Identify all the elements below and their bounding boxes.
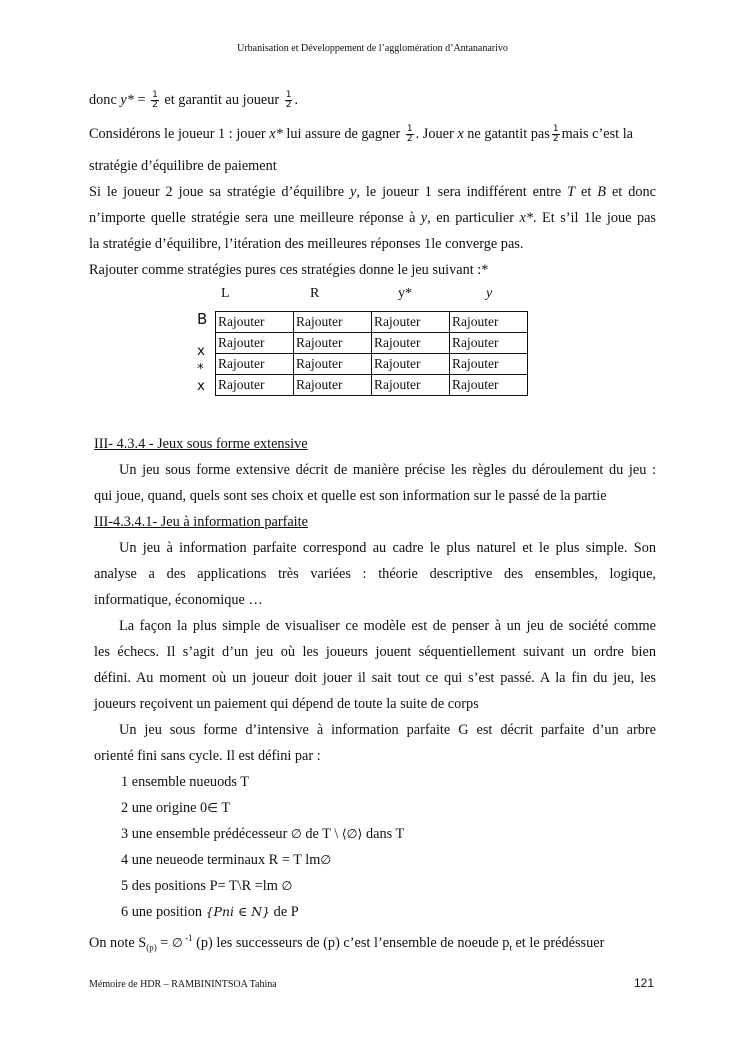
- paragraph-line: orienté fini sans cycle. Il est défini par :: [94, 748, 321, 764]
- text-line: Rajouter comme stratégies pures ces stratégies donne le jeu suivant :*: [89, 262, 489, 278]
- text-line: n’importe quelle stratégie sera une meilleure réponse à y, en particulier x*. Et s’il 1le joue pas: [89, 210, 656, 226]
- table-row: [216, 333, 528, 354]
- matrix-row-label: B: [197, 310, 208, 328]
- table-cell: Rajouter: [216, 333, 294, 354]
- list-item: 3 une ensemble prédécesseur ∅ de T \ ⟨∅⟩ dans T: [121, 826, 405, 842]
- paragraph-line: Un jeu sous forme d’intensive à information parfaite G est décrit parfaite d’un arbre: [119, 722, 656, 738]
- matrix-column-header: y*: [398, 286, 412, 301]
- text-line: Considérons le joueur 1 : jouer x* lui assure de gagner $\frac{1}{2}$ . Jouer x ne gatantit pas $\frac{1}{2}$ mais c’est la: [89, 124, 634, 145]
- matrix-column-header: y: [486, 286, 493, 301]
- text-line: Si le joueur 2 joue sa stratégie d’équilibre y, le joueur 1 sera indifférent entre T et B et donc: [89, 184, 656, 200]
- payoff-matrix: [215, 311, 528, 396]
- table-cell: Rajouter: [216, 375, 294, 396]
- footer-author: Mémoire de HDR – RAMBININTSOA Tahina: [89, 979, 277, 990]
- matrix-column-header: R: [310, 286, 320, 301]
- table-cell: Rajouter: [372, 312, 450, 333]
- matrix-column-header: L: [221, 286, 230, 301]
- paragraph-line: joueurs reçoivent un paiement qui dépend de toute la suite de corps: [94, 696, 479, 712]
- paragraph-line: Un jeu à information parfaite correspond au cadre le plus naturel et le plus simple. Son: [119, 540, 656, 556]
- table-cell: Rajouter: [450, 375, 528, 396]
- table-row: [216, 312, 528, 333]
- text-line: la stratégie d’équilibre, l’itération des meilleures réponses 1le converge pas.: [89, 236, 524, 252]
- table-cell: Rajouter: [294, 312, 372, 333]
- table-cell: Rajouter: [216, 312, 294, 333]
- table-row: [216, 354, 528, 375]
- paragraph-line: Un jeu sous forme extensive décrit de manière précise les règles du déroulement du jeu :: [119, 462, 656, 478]
- list-item: 1 ensemble nueuods T: [121, 774, 249, 790]
- paragraph-line: analyse a des applications très variées : théorie descriptive des ensembles, logique,: [94, 566, 656, 582]
- section-heading: III-4.3.4.1- Jeu à information parfaite: [94, 514, 308, 530]
- fraction: $\frac{1}{2}$: [285, 90, 292, 111]
- text-line: stratégie d’équilibre de paiement: [89, 158, 277, 174]
- table-cell: Rajouter: [450, 333, 528, 354]
- matrix-row-label: *: [197, 361, 204, 377]
- paragraph-line: qui joue, quand, quels sont ses choix et quelle est son information sur le passé de la partie: [94, 488, 607, 504]
- table-cell: Rajouter: [450, 354, 528, 375]
- matrix-row-label: x: [197, 378, 205, 394]
- table-row: [216, 375, 528, 396]
- list-item: 6 une position {Pni ∈ N} de P: [121, 904, 299, 920]
- paragraph-line: les échecs. Il s’agit d’un jeu où les joueurs jouent séquentiellement suivant un ordre bien: [94, 644, 656, 660]
- table-cell: Rajouter: [372, 354, 450, 375]
- table-cell: Rajouter: [216, 354, 294, 375]
- paragraph-line: défini. Au moment où un joueur doit jouer il sait tout ce qui s’est passé. A la fin du jeu, les: [94, 670, 656, 686]
- paragraph-line: informatique, économique …: [94, 592, 263, 608]
- table-cell: Rajouter: [372, 333, 450, 354]
- table-cell: Rajouter: [294, 333, 372, 354]
- text-line: On note $S_{(p)}$ = ∅ $^{-1}$ (p) les successeurs de (p) c’est l’ensemble de noeude $p_t$ et le prédéssuer: [89, 933, 605, 953]
- matrix-row-label: x: [197, 343, 205, 359]
- paragraph-line: La façon la plus simple de visualiser ce modèle est de penser à un jeu de société comme: [119, 618, 656, 634]
- text-line: donc y* = $\frac{1}{2}$ et garantit au joueur $\frac{1}{2}$ .: [89, 90, 299, 111]
- list-item: 2 une origine 0∈ T: [121, 800, 231, 816]
- list-item: 5 des positions P= T\R =lm ∅: [121, 878, 293, 894]
- fraction: $\frac{1}{2}$: [152, 90, 158, 111]
- table-cell: Rajouter: [450, 312, 528, 333]
- fraction: $\frac{1}{2}$: [406, 124, 413, 145]
- page-number: 121: [633, 976, 654, 990]
- running-header: Urbanisation et Développement de l’agglomération d’Antananarivo: [237, 43, 508, 54]
- table-cell: Rajouter: [294, 375, 372, 396]
- table-cell: Rajouter: [372, 375, 450, 396]
- fraction: $\frac{1}{2}$: [552, 124, 559, 145]
- table-cell: Rajouter: [294, 354, 372, 375]
- section-heading: III- 4.3.4 - Jeux sous forme extensive: [94, 436, 308, 452]
- list-item: 4 une neueode terminaux R = T lm∅: [121, 852, 332, 868]
